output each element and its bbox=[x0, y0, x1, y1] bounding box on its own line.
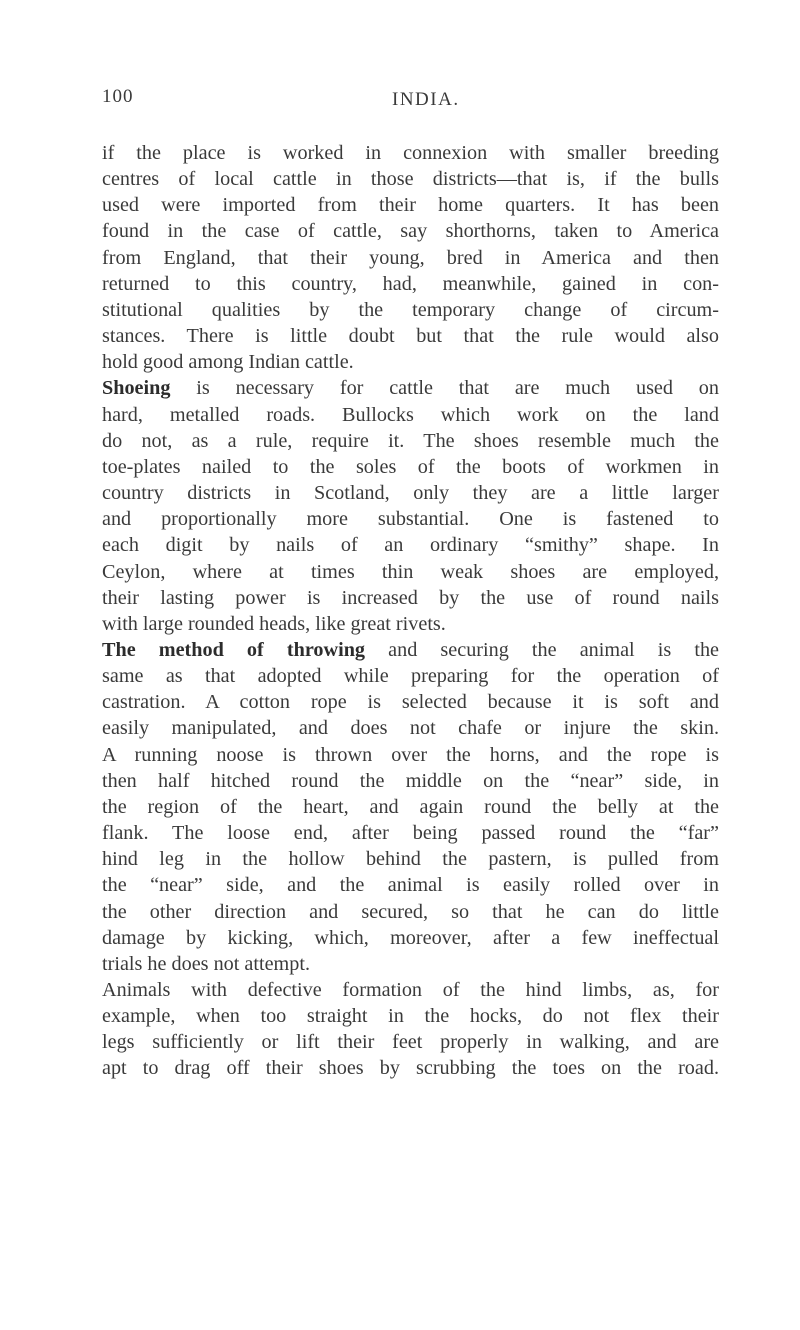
running-title: INDIA. bbox=[392, 89, 460, 110]
text-line: Animals with defective formation of the hind limbs, as, for bbox=[102, 979, 719, 1001]
text-line: hind leg in the hollow behind the pastern, is pulled from bbox=[102, 848, 719, 871]
text-line: easily manipulated, and does not chafe or injure the skin. bbox=[102, 717, 719, 740]
paragraph-breeding bbox=[102, 140, 719, 375]
text-line bbox=[102, 637, 719, 663]
run-in-heading-throwing: The method of throwing bbox=[102, 638, 366, 661]
body-text bbox=[102, 140, 719, 1082]
text-line: A running noose is thrown over the horns, and the rope is bbox=[102, 743, 719, 766]
text-line: returned to this country, had, meanwhile, gained in con- bbox=[102, 272, 719, 295]
text-line: hard, metalled roads. Bullocks which work on the land bbox=[102, 403, 719, 426]
text-line: example, when too straight in the hocks, do not flex their bbox=[102, 1005, 719, 1028]
text-line: stances. There is little doubt but that the rule would also bbox=[102, 325, 719, 348]
running-head bbox=[102, 86, 722, 116]
text-line: their lasting power is increased by the use of round nails bbox=[102, 586, 719, 609]
text-line: the region of the heart, and again round the belly at the bbox=[102, 795, 719, 818]
paragraph-shoeing bbox=[102, 375, 719, 637]
text-line: centres of local cattle in those districts—that is, if the bulls bbox=[102, 168, 719, 191]
text-line: hold good among Indian cattle. bbox=[102, 351, 354, 374]
text-line: used were imported from their home quarters. It has been bbox=[102, 194, 719, 217]
text-line: flank. The loose end, after being passed round the “far” bbox=[102, 822, 719, 845]
text-line: if the place is worked in connexion with smaller breeding bbox=[102, 142, 719, 164]
text-line: country districts in Scotland, only they are a little larger bbox=[102, 482, 719, 505]
text-line bbox=[102, 375, 719, 401]
text-line: then half hitched round the middle on the “near” side, in bbox=[102, 769, 719, 792]
text-line: same as that adopted while preparing for the operation of bbox=[102, 665, 719, 688]
text-line: and proportionally more substantial. One is fastened to bbox=[102, 508, 719, 531]
paragraph-defective-limbs bbox=[102, 977, 719, 1082]
text-line: legs sufficiently or lift their feet properly in walking, and are bbox=[102, 1031, 719, 1054]
text-line: damage by kicking, which, moreover, after a few ineffectual bbox=[102, 926, 719, 949]
text-line: apt to drag off their shoes by scrubbing the toes on the road. bbox=[102, 1057, 719, 1080]
text-line: found in the case of cattle, say shorthorns, taken to America bbox=[102, 220, 719, 243]
text-line: castration. A cotton rope is selected because it is soft and bbox=[102, 691, 719, 714]
run-in-heading-shoeing: Shoeing bbox=[102, 377, 171, 400]
text-line: stitutional qualities by the temporary change of circum- bbox=[102, 298, 719, 321]
text-line: toe-plates nailed to the soles of the boots of workmen in bbox=[102, 455, 719, 478]
text-line: Ceylon, where at times thin weak shoes are employed, bbox=[102, 560, 719, 583]
text-fragment: and securing the animal is the bbox=[365, 638, 720, 661]
text-line: the “near” side, and the animal is easily rolled over in bbox=[102, 874, 719, 897]
text-line: do not, as a rule, require it. The shoes resemble much the bbox=[102, 429, 719, 452]
page-number: 100 bbox=[102, 86, 134, 107]
text-line: with large rounded heads, like great rivets. bbox=[102, 612, 446, 635]
text-line: trials he does not attempt. bbox=[102, 952, 310, 975]
text-line: each digit by nails of an ordinary “smithy” shape. In bbox=[102, 534, 719, 557]
text-line: the other direction and secured, so that he can do little bbox=[102, 900, 719, 923]
text-fragment: is necessary for cattle that are much used on bbox=[170, 377, 719, 400]
paragraph-throwing bbox=[102, 637, 719, 977]
text-line: from England, that their young, bred in America and then bbox=[102, 246, 719, 269]
